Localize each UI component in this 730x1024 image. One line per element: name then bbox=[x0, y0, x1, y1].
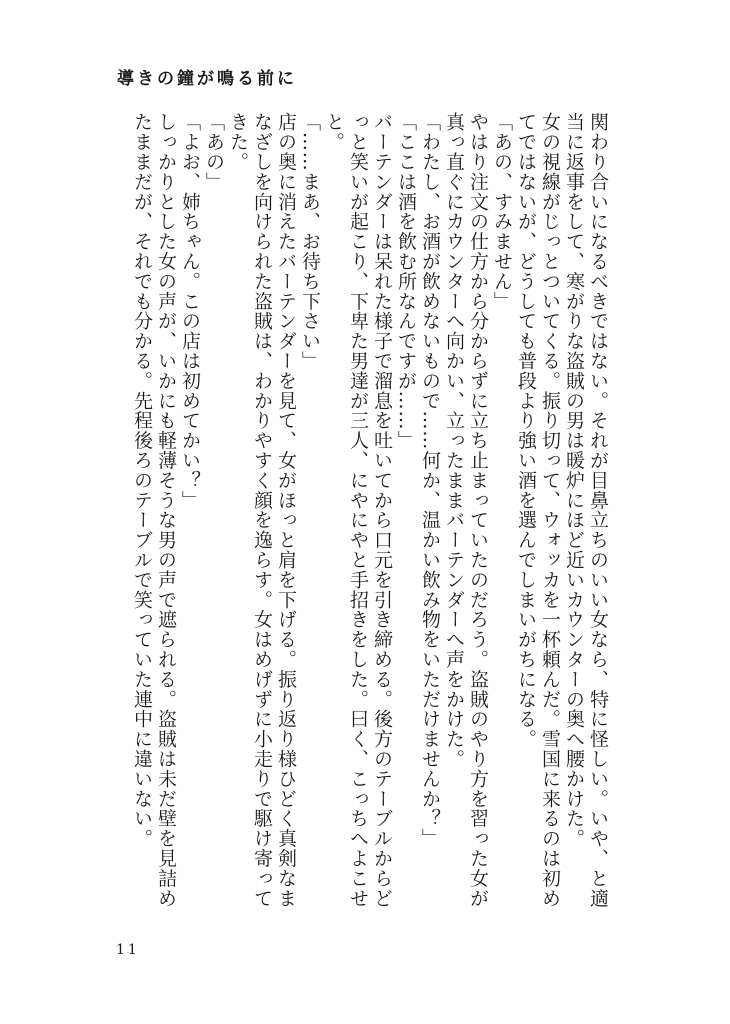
page-number: 11 bbox=[116, 942, 140, 958]
paragraph: 女の視線がじっとついてくる。振り切って、ウォッカを一杯頼んだ。雪国に来るのは初めてではないが、どうしても普段より強い酒を選んでしまいがちになる。 bbox=[515, 112, 561, 908]
paragraph: やはり注文の仕方から分からずに立ち止まっていたのだろう。盗賊のやり方を習った女が真っ直ぐにカウンターへ向かい、立ったままバーテンダーへ声をかけた。 bbox=[443, 112, 489, 908]
running-title: 導きの鐘が鳴る前に bbox=[117, 69, 297, 89]
paragraph: 「あの、すみません」 bbox=[491, 112, 513, 311]
body-text bbox=[131, 112, 610, 912]
paragraph: バーテンダーは呆れた様子で溜息を吐いてから口元を引き締める。後方のテーブルからどっと笑いが起こり、下卑た男達が三人、にやにやと手招きをした。曰く、こっちへよこせと。 bbox=[323, 112, 393, 908]
paragraph: 「よお、姉ちゃん。この店は初めてかい？」 bbox=[179, 112, 201, 510]
paragraph: 「……まあ、お待ち下さい」 bbox=[299, 112, 321, 371]
paragraph: 関わり合いになるべきではない。それが目鼻立ちのいい女なら、特に怪しい。いや、と適当に返事をして、寒がりな盗賊の男は暖炉にほど近いカウンターの奥へ腰かけた。 bbox=[563, 112, 609, 908]
paragraph: 「あの」 bbox=[203, 112, 225, 192]
paragraph: 店の奥に消えたバーテンダーを見て、女がほっと肩を下げる。振り返り様ひどく真剣なまなざしを向けられた盗賊は、わかりやすく顔を逸らす。女はめげずに小走りで駆け寄ってきた。 bbox=[227, 112, 297, 908]
paragraph: 「わたし、お酒が飲めないもので……何か、温かい飲み物をいただけませんか？」 bbox=[419, 112, 441, 849]
paragraph: しっかりとした女の声が、いかにも軽薄そうな男の声で遮られる。盗賊は未だ壁を見詰めたままだが、それでも分かる。先程後ろのテーブルで笑っていた連中に違いない。 bbox=[131, 112, 177, 908]
paragraph: 「ここは酒を飲む所なんですが……」 bbox=[395, 112, 417, 451]
